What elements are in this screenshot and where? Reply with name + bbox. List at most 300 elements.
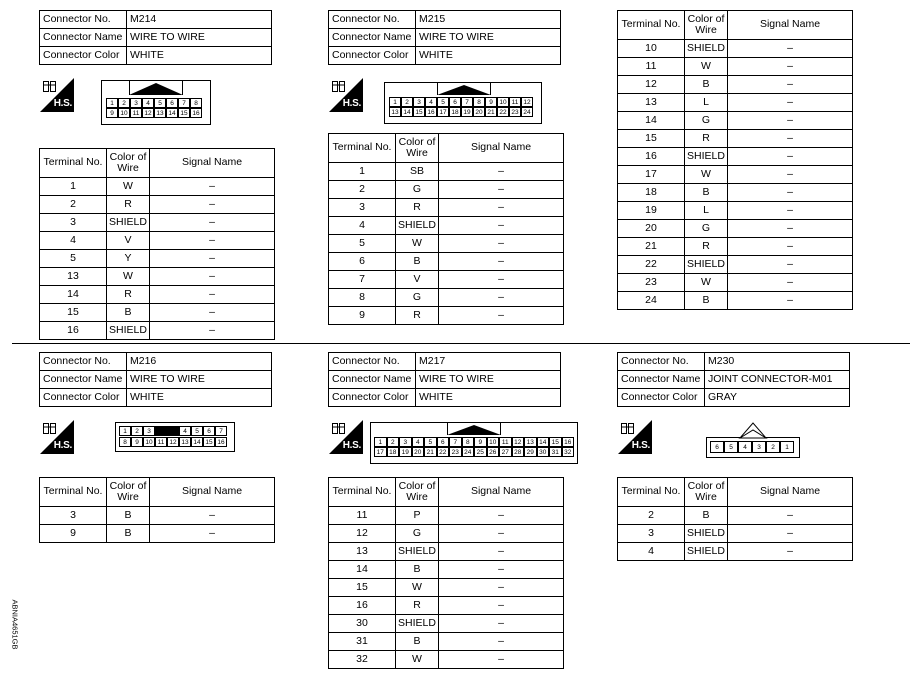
- connector-name-value: WIRE TO WIRE: [127, 371, 272, 389]
- wire-color-cell: B: [396, 633, 439, 651]
- color-of-wire-header: Color of Wire: [107, 149, 150, 178]
- pin-label: 25: [474, 447, 487, 457]
- signal-name-cell: –: [728, 112, 853, 130]
- connector-no-label: Connector No.: [329, 353, 416, 371]
- table-row: [618, 256, 853, 274]
- signal-name-cell: –: [728, 525, 853, 543]
- connector-face-m215: [384, 82, 542, 124]
- terminal-no-cell: 31: [329, 633, 396, 651]
- wire-color-cell: G: [396, 525, 439, 543]
- connector-no-value: M215: [416, 11, 561, 29]
- connector-color-label: Connector Color: [40, 47, 127, 65]
- wire-color-cell: B: [685, 507, 728, 525]
- terminal-no-cell: 9: [329, 307, 396, 325]
- wire-color-cell: SHIELD: [685, 40, 728, 58]
- pin-label: 10: [497, 97, 509, 107]
- pin-label: 5: [724, 441, 738, 453]
- pin-label: 10: [143, 437, 155, 447]
- pin-label: 1: [389, 97, 401, 107]
- table-row: [40, 304, 275, 322]
- wire-color-cell: SHIELD: [685, 543, 728, 561]
- terminal-no-cell: 7: [329, 271, 396, 289]
- pin-label: 11: [130, 108, 142, 118]
- pin-label: 14: [191, 437, 203, 447]
- signal-name-cell: –: [728, 202, 853, 220]
- signal-name-cell: –: [439, 217, 564, 235]
- table-row: [329, 525, 564, 543]
- pin-label: 21: [424, 447, 437, 457]
- pin-label: 8: [473, 97, 485, 107]
- hs-icon: H.S.: [618, 420, 652, 454]
- terminal-no-cell: 13: [40, 268, 107, 286]
- signal-name-header: Signal Name: [150, 478, 275, 507]
- table-row: [40, 196, 275, 214]
- terminal-no-cell: 8: [329, 289, 396, 307]
- table-row: [329, 163, 564, 181]
- wire-color-cell: P: [396, 507, 439, 525]
- terminal-no-cell: 22: [618, 256, 685, 274]
- terminal-no-header: Terminal No.: [618, 478, 685, 507]
- table-row: [329, 271, 564, 289]
- wire-color-cell: W: [396, 235, 439, 253]
- signal-name-cell: –: [728, 220, 853, 238]
- table-row: [618, 543, 853, 561]
- terminal-no-cell: 5: [329, 235, 396, 253]
- signal-name-cell: –: [728, 76, 853, 94]
- hs-icon: H.S.: [40, 78, 74, 112]
- terminal-no-cell: 3: [40, 214, 107, 232]
- pin-label: 7: [461, 97, 473, 107]
- table-row: [618, 58, 853, 76]
- table-row: [329, 615, 564, 633]
- pin-label: 15: [203, 437, 215, 447]
- pin-label: 24: [521, 107, 533, 117]
- wire-color-cell: L: [685, 202, 728, 220]
- table-row: [618, 220, 853, 238]
- pin-label: 29: [524, 447, 537, 457]
- pin-label: 1: [106, 98, 118, 108]
- terminal-no-cell: 9: [40, 525, 107, 543]
- signal-name-cell: –: [728, 94, 853, 112]
- wire-color-cell: SHIELD: [107, 214, 150, 232]
- signal-name-cell: –: [150, 304, 275, 322]
- pin-label: 13: [389, 107, 401, 117]
- wire-color-cell: B: [107, 304, 150, 322]
- signal-name-cell: –: [439, 271, 564, 289]
- pin-label: 3: [143, 426, 155, 436]
- connector-info-m215: [328, 10, 561, 65]
- terminal-no-cell: 1: [329, 163, 396, 181]
- pin-label: 13: [524, 437, 537, 447]
- connector-color-label: Connector Color: [329, 47, 416, 65]
- reference-code: ABNIA4651GB: [10, 599, 20, 650]
- connector-no-label: Connector No.: [40, 353, 127, 371]
- signal-name-cell: –: [439, 199, 564, 217]
- wire-color-cell: V: [396, 271, 439, 289]
- table-row: [40, 214, 275, 232]
- pin-label: 30: [537, 447, 550, 457]
- terminal-no-cell: 10: [618, 40, 685, 58]
- terminal-no-cell: 14: [329, 561, 396, 579]
- wire-color-cell: SHIELD: [396, 615, 439, 633]
- signal-name-cell: –: [150, 196, 275, 214]
- connector-no-value: M214: [127, 11, 272, 29]
- table-row: [329, 507, 564, 525]
- signal-name-cell: –: [439, 543, 564, 561]
- pin-label: 4: [425, 97, 437, 107]
- table-row: [329, 181, 564, 199]
- table-row: [329, 253, 564, 271]
- terminal-no-cell: 1: [40, 178, 107, 196]
- pin-label: 6: [166, 98, 178, 108]
- signal-name-cell: –: [439, 163, 564, 181]
- terminal-no-cell: 20: [618, 220, 685, 238]
- terminal-no-cell: 11: [618, 58, 685, 76]
- wire-color-cell: SB: [396, 163, 439, 181]
- wire-color-cell: W: [685, 274, 728, 292]
- table-row: [329, 307, 564, 325]
- pin-label: 8: [462, 437, 475, 447]
- color-of-wire-header: Color of Wire: [396, 134, 439, 163]
- connector-face-m230: [706, 437, 800, 458]
- terminal-no-cell: 16: [618, 148, 685, 166]
- connector-color-value: WHITE: [127, 47, 272, 65]
- section-divider: [12, 343, 910, 344]
- wire-color-cell: G: [685, 220, 728, 238]
- pin-label: 16: [190, 108, 202, 118]
- signal-name-cell: –: [439, 561, 564, 579]
- signal-name-cell: –: [439, 615, 564, 633]
- table-row: [618, 130, 853, 148]
- pin-label: 15: [549, 437, 562, 447]
- terminal-no-cell: 12: [618, 76, 685, 94]
- wire-color-cell: W: [685, 58, 728, 76]
- pin-label: 23: [449, 447, 462, 457]
- blank-cavity: [155, 426, 179, 436]
- pin-label: 15: [178, 108, 190, 118]
- connector-color-value: GRAY: [705, 389, 850, 407]
- color-of-wire-header: Color of Wire: [685, 478, 728, 507]
- pin-label: 6: [203, 426, 215, 436]
- wire-color-cell: W: [107, 268, 150, 286]
- signal-name-cell: –: [439, 289, 564, 307]
- signal-name-header: Signal Name: [439, 134, 564, 163]
- wire-color-cell: SHIELD: [685, 148, 728, 166]
- terminal-no-cell: 3: [329, 199, 396, 217]
- signal-name-cell: –: [439, 633, 564, 651]
- pin-label: 2: [131, 426, 143, 436]
- connector-color-label: Connector Color: [329, 389, 416, 407]
- wire-color-cell: R: [396, 307, 439, 325]
- color-of-wire-header: Color of Wire: [685, 11, 728, 40]
- terminal-no-cell: 3: [40, 507, 107, 525]
- wire-color-cell: B: [396, 561, 439, 579]
- connector-info-m214: [39, 10, 272, 65]
- pin-label: 2: [387, 437, 400, 447]
- wire-color-cell: SHIELD: [396, 543, 439, 561]
- table-row: [40, 322, 275, 340]
- pin-label: 20: [412, 447, 425, 457]
- terminal-no-cell: 14: [40, 286, 107, 304]
- signal-name-cell: –: [728, 256, 853, 274]
- terminal-table-m215: [328, 133, 564, 325]
- table-row: [329, 289, 564, 307]
- pin-label: 10: [118, 108, 130, 118]
- pin-label: 17: [437, 107, 449, 117]
- table-row: [618, 238, 853, 256]
- pin-label: 6: [437, 437, 450, 447]
- wire-color-cell: SHIELD: [107, 322, 150, 340]
- terminal-no-header: Terminal No.: [329, 134, 396, 163]
- connector-no-label: Connector No.: [618, 353, 705, 371]
- signal-name-cell: –: [439, 253, 564, 271]
- signal-name-cell: –: [439, 181, 564, 199]
- signal-name-cell: –: [150, 322, 275, 340]
- pin-label: 7: [449, 437, 462, 447]
- wire-color-cell: B: [685, 292, 728, 310]
- pin-label: 8: [119, 437, 131, 447]
- pin-label: 9: [474, 437, 487, 447]
- connector-name-label: Connector Name: [40, 29, 127, 47]
- connector-info-m216: [39, 352, 272, 407]
- terminal-no-cell: 15: [329, 579, 396, 597]
- signal-name-cell: –: [728, 292, 853, 310]
- pin-label: 20: [473, 107, 485, 117]
- terminal-no-header: Terminal No.: [329, 478, 396, 507]
- table-row: [40, 525, 275, 543]
- table-row: [329, 651, 564, 669]
- terminal-no-cell: 2: [329, 181, 396, 199]
- wire-color-cell: B: [396, 253, 439, 271]
- wire-color-cell: SHIELD: [685, 525, 728, 543]
- signal-name-cell: –: [150, 250, 275, 268]
- pin-label: 12: [167, 437, 179, 447]
- hs-icon: H.S.: [329, 420, 363, 454]
- terminal-no-cell: 13: [329, 543, 396, 561]
- terminal-no-cell: 14: [618, 112, 685, 130]
- wire-color-cell: Y: [107, 250, 150, 268]
- terminal-no-cell: 2: [618, 507, 685, 525]
- signal-name-header: Signal Name: [439, 478, 564, 507]
- pin-label: 5: [437, 97, 449, 107]
- connector-face-m217: [370, 422, 578, 464]
- connector-face-m216: [115, 422, 235, 452]
- table-row: [618, 112, 853, 130]
- connector-name-value: WIRE TO WIRE: [416, 29, 561, 47]
- pin-label: 32: [562, 447, 575, 457]
- pin-label: 22: [497, 107, 509, 117]
- terminal-no-cell: 30: [329, 615, 396, 633]
- wire-color-cell: R: [107, 196, 150, 214]
- terminal-no-header: Terminal No.: [40, 149, 107, 178]
- terminal-no-cell: 5: [40, 250, 107, 268]
- pin-label: 11: [509, 97, 521, 107]
- terminal-no-cell: 4: [329, 217, 396, 235]
- connector-no-label: Connector No.: [329, 11, 416, 29]
- connector-color-value: WHITE: [416, 389, 561, 407]
- table-row: [329, 199, 564, 217]
- terminal-no-header: Terminal No.: [40, 478, 107, 507]
- signal-name-cell: –: [439, 507, 564, 525]
- terminal-no-cell: 16: [329, 597, 396, 615]
- terminal-table-m230: [617, 477, 853, 561]
- pin-label: 19: [461, 107, 473, 117]
- terminal-no-cell: 19: [618, 202, 685, 220]
- pin-label: 3: [399, 437, 412, 447]
- connector-name-value: WIRE TO WIRE: [416, 371, 561, 389]
- wire-color-cell: W: [685, 166, 728, 184]
- table-row: [40, 178, 275, 196]
- pin-label: 9: [106, 108, 118, 118]
- pin-label: 21: [485, 107, 497, 117]
- signal-name-cell: –: [728, 543, 853, 561]
- pin-label: 14: [166, 108, 178, 118]
- signal-name-cell: –: [439, 651, 564, 669]
- pin-label: 27: [499, 447, 512, 457]
- table-row: [329, 597, 564, 615]
- connector-name-value: WIRE TO WIRE: [127, 29, 272, 47]
- pin-label: 23: [509, 107, 521, 117]
- wire-color-cell: B: [685, 184, 728, 202]
- table-row: [40, 286, 275, 304]
- terminal-no-cell: 17: [618, 166, 685, 184]
- table-row: [40, 250, 275, 268]
- terminal-no-cell: 21: [618, 238, 685, 256]
- table-row: [618, 202, 853, 220]
- table-row: [329, 561, 564, 579]
- pin-label: 31: [549, 447, 562, 457]
- connector-no-label: Connector No.: [40, 11, 127, 29]
- terminal-no-cell: 32: [329, 651, 396, 669]
- terminal-table-m217: [328, 477, 564, 669]
- wire-color-cell: B: [685, 76, 728, 94]
- terminal-no-cell: 15: [618, 130, 685, 148]
- wire-color-cell: B: [107, 507, 150, 525]
- wire-color-cell: B: [107, 525, 150, 543]
- pin-label: 24: [462, 447, 475, 457]
- signal-name-cell: –: [728, 58, 853, 76]
- signal-name-cell: –: [439, 235, 564, 253]
- pin-label: 3: [130, 98, 142, 108]
- wire-color-cell: R: [396, 199, 439, 217]
- pin-label: 2: [118, 98, 130, 108]
- table-row: [618, 166, 853, 184]
- pin-label: 5: [191, 426, 203, 436]
- wire-color-cell: W: [107, 178, 150, 196]
- terminal-no-cell: 12: [329, 525, 396, 543]
- terminal-no-cell: 3: [618, 525, 685, 543]
- connector-name-label: Connector Name: [618, 371, 705, 389]
- hs-icon: H.S.: [40, 420, 74, 454]
- pin-label: 26: [487, 447, 500, 457]
- signal-name-cell: –: [728, 40, 853, 58]
- table-row: [618, 94, 853, 112]
- pin-label: 12: [142, 108, 154, 118]
- signal-name-cell: –: [150, 525, 275, 543]
- pin-label: 4: [412, 437, 425, 447]
- table-row: [618, 76, 853, 94]
- pin-label: 4: [738, 441, 752, 453]
- signal-name-cell: –: [728, 148, 853, 166]
- connector-name-label: Connector Name: [329, 371, 416, 389]
- connector-info-m217: [328, 352, 561, 407]
- table-row: [40, 507, 275, 525]
- table-row: [40, 268, 275, 286]
- wire-color-cell: G: [685, 112, 728, 130]
- connector-info-m230: [617, 352, 850, 407]
- wire-color-cell: SHIELD: [685, 256, 728, 274]
- connector-no-value: M216: [127, 353, 272, 371]
- signal-name-cell: –: [728, 507, 853, 525]
- table-row: [618, 148, 853, 166]
- pin-label: 18: [449, 107, 461, 117]
- pin-label: 1: [780, 441, 794, 453]
- pin-label: 13: [154, 108, 166, 118]
- table-row: [329, 543, 564, 561]
- signal-name-header: Signal Name: [728, 478, 853, 507]
- pin-label: 11: [155, 437, 167, 447]
- table-row: [618, 184, 853, 202]
- wire-color-cell: R: [396, 597, 439, 615]
- connector-name-label: Connector Name: [329, 29, 416, 47]
- pin-label: 7: [215, 426, 227, 436]
- wire-color-cell: R: [685, 130, 728, 148]
- pin-label: 19: [399, 447, 412, 457]
- pin-label: 4: [179, 426, 191, 436]
- pin-label: 16: [215, 437, 227, 447]
- wire-color-cell: G: [396, 289, 439, 307]
- signal-name-cell: –: [150, 178, 275, 196]
- connector-name-label: Connector Name: [40, 371, 127, 389]
- terminal-no-cell: 11: [329, 507, 396, 525]
- terminal-no-cell: 16: [40, 322, 107, 340]
- signal-name-cell: –: [150, 507, 275, 525]
- pin-label: 16: [562, 437, 575, 447]
- signal-name-cell: –: [728, 166, 853, 184]
- pin-label: 16: [425, 107, 437, 117]
- signal-name-cell: –: [728, 184, 853, 202]
- connector-color-value: WHITE: [416, 47, 561, 65]
- table-row: [618, 507, 853, 525]
- terminal-no-cell: 13: [618, 94, 685, 112]
- signal-name-cell: –: [439, 525, 564, 543]
- table-row: [329, 217, 564, 235]
- table-row: [329, 235, 564, 253]
- terminal-no-cell: 4: [40, 232, 107, 250]
- connector-name-value: JOINT CONNECTOR-M01: [705, 371, 850, 389]
- connector-no-value: M230: [705, 353, 850, 371]
- pin-label: 1: [119, 426, 131, 436]
- pin-label: 2: [401, 97, 413, 107]
- terminal-no-cell: 23: [618, 274, 685, 292]
- wire-color-cell: V: [107, 232, 150, 250]
- terminal-no-cell: 18: [618, 184, 685, 202]
- terminal-no-cell: 4: [618, 543, 685, 561]
- pin-label: 22: [437, 447, 450, 457]
- table-row: [618, 525, 853, 543]
- pin-label: 14: [401, 107, 413, 117]
- wire-color-cell: R: [685, 238, 728, 256]
- pin-label: 3: [413, 97, 425, 107]
- connector-color-label: Connector Color: [40, 389, 127, 407]
- connector-color-label: Connector Color: [618, 389, 705, 407]
- hs-icon: H.S.: [329, 78, 363, 112]
- table-row: [618, 292, 853, 310]
- signal-name-cell: –: [439, 597, 564, 615]
- signal-name-cell: –: [439, 579, 564, 597]
- signal-name-cell: –: [439, 307, 564, 325]
- terminal-no-cell: 24: [618, 292, 685, 310]
